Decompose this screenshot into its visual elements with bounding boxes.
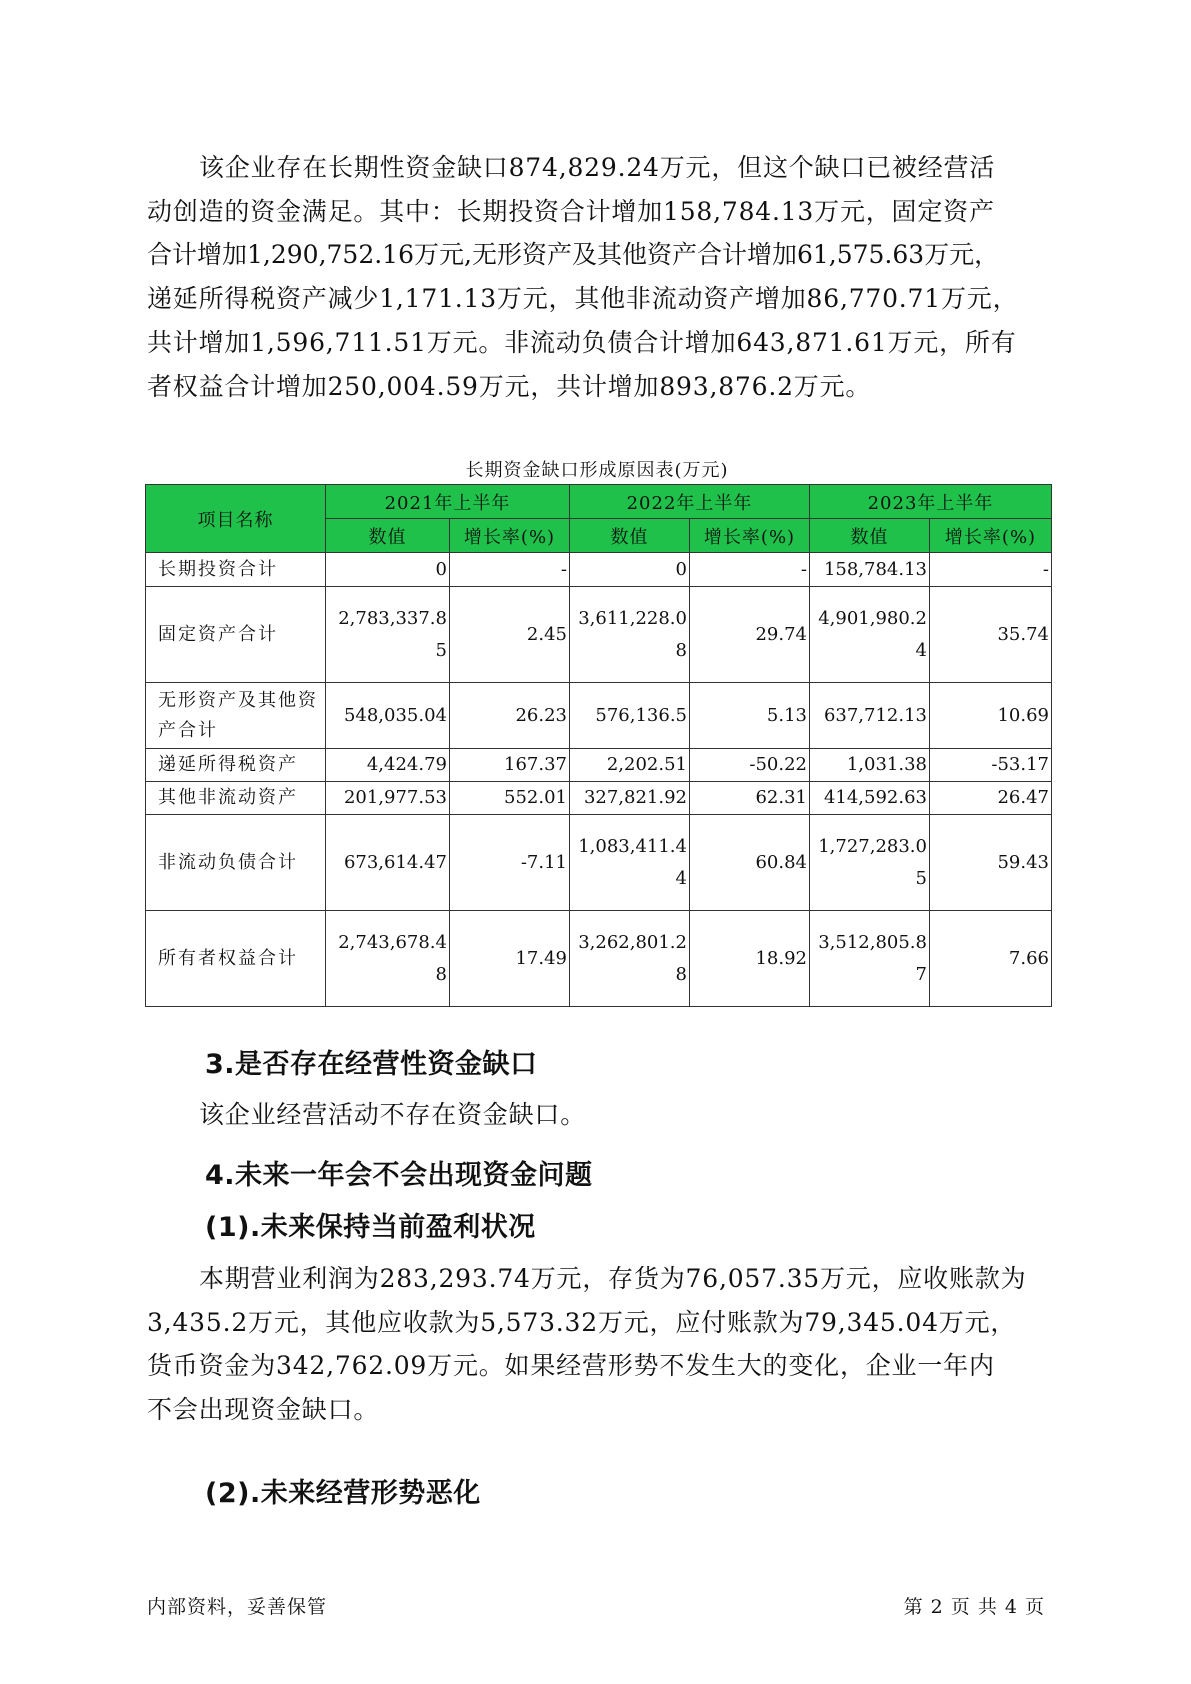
section-4-2-heading: (2).未来经营形势恶化	[205, 1478, 481, 1509]
table-caption: 长期资金缺口形成原因表(万元)	[465, 460, 729, 481]
cell: 59.43	[930, 815, 1052, 911]
cell: -	[450, 553, 570, 587]
section-4-1-heading: (1).未来保持当前盈利状况	[205, 1212, 536, 1243]
cell: 3,611,228.08	[570, 587, 690, 683]
cell: 327,821.92	[570, 782, 690, 815]
capital-gap-table	[145, 484, 1052, 1007]
intro-line: 合计增加1,290,752.16万元,无形资产及其他资产合计增加61,575.63万元，	[147, 240, 1000, 270]
cell: 3,512,805.87	[810, 911, 930, 1007]
cell: -	[930, 553, 1052, 587]
cell: 7.66	[930, 911, 1052, 1007]
cell: 26.23	[450, 683, 570, 749]
row-name: 所有者权益合计	[146, 911, 326, 1007]
cell: 10.69	[930, 683, 1052, 749]
header-value: 数值	[810, 519, 930, 553]
cell: 4,901,980.24	[810, 587, 930, 683]
cell: 673,614.47	[326, 815, 450, 911]
cell: 2,783,337.85	[326, 587, 450, 683]
table-row	[146, 911, 1052, 1007]
cell: 26.47	[930, 782, 1052, 815]
table-row	[146, 587, 1052, 683]
table-header-row	[146, 485, 1052, 519]
row-name: 非流动负债合计	[146, 815, 326, 911]
table-row	[146, 782, 1052, 815]
row-name: 固定资产合计	[146, 587, 326, 683]
header-item-name: 项目名称	[146, 485, 326, 553]
section-3-heading: 3.是否存在经营性资金缺口	[205, 1049, 538, 1080]
cell: 1,031.38	[810, 749, 930, 782]
cell: 167.37	[450, 749, 570, 782]
cell: 2,202.51	[570, 749, 690, 782]
cell: 29.74	[690, 587, 810, 683]
cell: 201,977.53	[326, 782, 450, 815]
row-name: 递延所得税资产	[146, 749, 326, 782]
cell: 2.45	[450, 587, 570, 683]
row-name: 长期投资合计	[146, 553, 326, 587]
intro-paragraph	[147, 146, 1047, 408]
cell: 17.49	[450, 911, 570, 1007]
cell: 576,136.5	[570, 683, 690, 749]
section-4-1-line: 本期营业利润为283,293.74万元，存货为76,057.35万元，应收账款为	[199, 1264, 1027, 1293]
section-4-1-line: 不会出现资金缺口。	[147, 1395, 380, 1425]
cell: 35.74	[930, 587, 1052, 683]
intro-line: 共计增加1,596,711.51万元。非流动负债合计增加643,871.61万元，所有	[147, 327, 1017, 357]
header-growth: 增长率(%)	[690, 519, 810, 553]
cell: 1,727,283.05	[810, 815, 930, 911]
cell: 2,743,678.48	[326, 911, 450, 1007]
header-growth: 增长率(%)	[930, 519, 1052, 553]
cell: 548,035.04	[326, 683, 450, 749]
header-growth: 增长率(%)	[450, 519, 570, 553]
cell: -7.11	[450, 815, 570, 911]
section-4-1-line: 货币资金为342,762.09万元。如果经营形势不发生大的变化，企业一年内	[147, 1351, 995, 1381]
table-row	[146, 749, 1052, 782]
header-period: 2023年上半年	[810, 485, 1052, 519]
intro-line: 递延所得税资产减少1,171.13万元，其他非流动资产增加86,770.71万元，	[147, 284, 1019, 314]
section-4-1-line: 3,435.2万元，其他应收款为5,573.32万元，应付账款为79,345.04万元，	[147, 1307, 1017, 1337]
cell: 62.31	[690, 782, 810, 815]
section-3-paragraph	[147, 1093, 1047, 1137]
cell: 158,784.13	[810, 553, 930, 587]
cell: 4,424.79	[326, 749, 450, 782]
section-3-text: 该企业经营活动不存在资金缺口。	[199, 1100, 587, 1129]
section-4-1-paragraph	[147, 1257, 1047, 1432]
cell: 5.13	[690, 683, 810, 749]
intro-line: 者权益合计增加250,004.59万元，共计增加893,876.2万元。	[147, 371, 872, 401]
cell: 3,262,801.28	[570, 911, 690, 1007]
intro-line: 该企业存在长期性资金缺口874,829.24万元，但这个缺口已被经营活	[199, 153, 996, 182]
cell: 414,592.63	[810, 782, 930, 815]
table-row	[146, 815, 1052, 911]
cell: 18.92	[690, 911, 810, 1007]
header-period: 2022年上半年	[570, 485, 810, 519]
cell: 637,712.13	[810, 683, 930, 749]
cell: -50.22	[690, 749, 810, 782]
cell: 1,083,411.44	[570, 815, 690, 911]
header-value: 数值	[326, 519, 450, 553]
section-4-heading: 4.未来一年会不会出现资金问题	[205, 1160, 593, 1191]
cell: 0	[570, 553, 690, 587]
footer-page-number: 第 2 页 共 4 页	[903, 1596, 1045, 1618]
cell: -	[690, 553, 810, 587]
row-name: 其他非流动资产	[146, 782, 326, 815]
footer-confidential-note: 内部资料，妥善保管	[147, 1596, 328, 1618]
table-row	[146, 683, 1052, 749]
header-value: 数值	[570, 519, 690, 553]
row-name: 无形资产及其他资产合计	[146, 683, 326, 749]
table-row	[146, 553, 1052, 587]
cell: -53.17	[930, 749, 1052, 782]
cell: 552.01	[450, 782, 570, 815]
cell: 0	[326, 553, 450, 587]
header-period: 2021年上半年	[326, 485, 570, 519]
cell: 60.84	[690, 815, 810, 911]
intro-line: 动创造的资金满足。其中：长期投资合计增加158,784.13万元，固定资产	[147, 196, 995, 226]
